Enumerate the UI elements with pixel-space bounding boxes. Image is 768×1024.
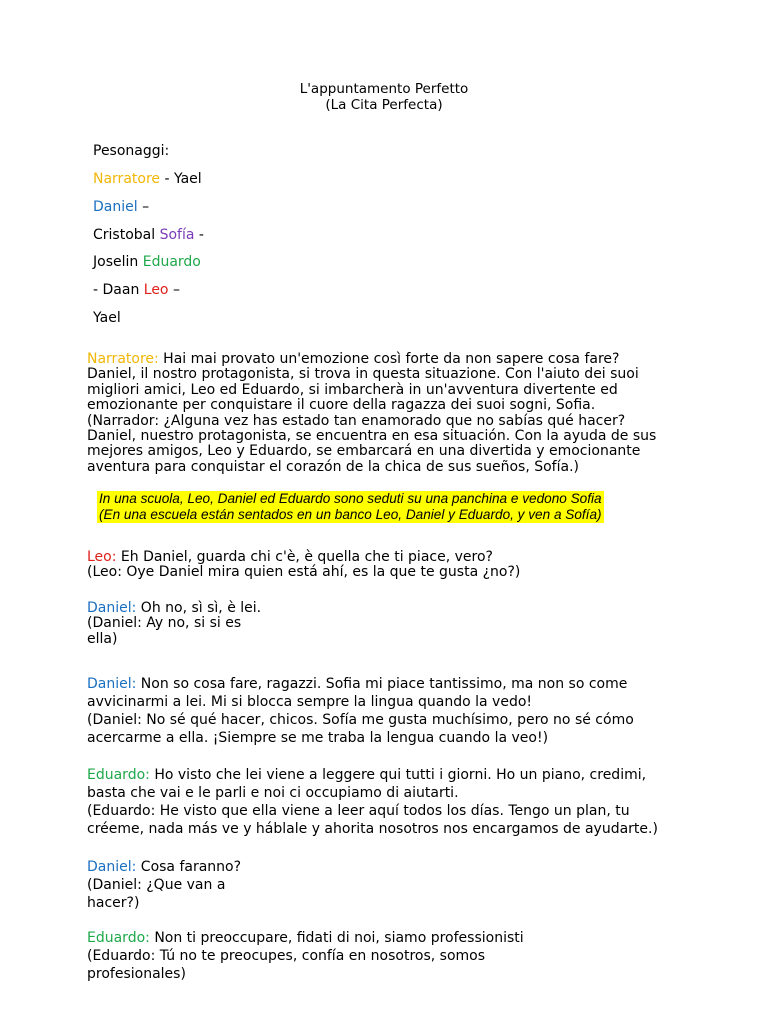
dialogue-line: créeme, nada más ve y háblale y ahorita nosotros nos encargamos de ayudarte.)	[87, 821, 658, 837]
character-name: Leo	[143, 282, 169, 298]
title-spanish: (La Cita Perfecta)	[325, 97, 443, 113]
actor-name: –	[137, 199, 150, 215]
character-name: Eduardo	[142, 254, 201, 270]
dialogue-line: (Daniel: Ay no, si si es	[87, 615, 242, 632]
dialogue-line: Oh no, sì sì, è lei.	[136, 600, 262, 616]
dialogue-block	[87, 601, 687, 647]
actor-name: -	[194, 227, 204, 243]
dialogue-line: profesionales)	[87, 966, 186, 982]
character-list-item	[93, 253, 201, 271]
dialogue-block	[87, 858, 687, 912]
speaker-name: Daniel:	[87, 859, 137, 875]
dialogue-line: (Leo: Oye Daniel mira quien está ahí, es la que te gusta ¿no?)	[87, 564, 521, 581]
stage-direction-italian: In una scuola, Leo, Daniel ed Eduardo sono seduti su una panchina e vedono Sofia	[99, 491, 602, 506]
actor-name: - Yael	[160, 171, 202, 187]
actor-name: - Daan	[93, 282, 144, 298]
stage-direction	[97, 491, 604, 523]
dialogue-line: avvicinarmi a lei. Mi si blocca sempre la lingua quando la vedo!	[87, 694, 533, 710]
dialogue-line: Non ti preoccupare, fidati di noi, siamo professionisti	[149, 930, 524, 946]
stage-direction-spanish: (En una escuela están sentados en un banco Leo, Daniel y Eduardo, y ven a Sofía)	[99, 507, 602, 522]
title-italian: L'appuntamento Perfetto	[299, 81, 469, 97]
dialogue-line: Ho visto che lei viene a leggere qui tutti i giorni. Ho un piano, credimi,	[149, 767, 647, 783]
actor-name: –	[168, 282, 180, 298]
actor-name: Joselin	[93, 254, 143, 270]
character-list-item	[93, 226, 204, 244]
dialogue-line: Non so cosa fare, ragazzi. Sofia mi piace tantissimo, ma non so come	[136, 676, 628, 692]
speaker-name: Daniel:	[87, 676, 137, 692]
speaker-name: Daniel:	[87, 600, 137, 616]
dialogue-line: acercarme a ella. ¡Siempre se me traba la lengua cuando la veo!)	[87, 730, 549, 746]
document-title	[0, 81, 768, 113]
dialogue-line: Eh Daniel, guarda chi c'è, è quella che ti piace, vero?	[116, 549, 493, 565]
speaker-name: Eduardo:	[87, 930, 150, 946]
character-list-item	[93, 309, 121, 327]
speaker-name: Eduardo:	[87, 767, 150, 783]
dialogue-block	[87, 550, 687, 581]
actor-name: Yael	[93, 310, 121, 326]
dialogue-line: ella)	[87, 630, 118, 647]
character-name: Sofía	[159, 227, 195, 243]
character-list-item	[93, 170, 202, 188]
dialogue-block	[87, 766, 687, 838]
dialogue-line: Cosa faranno?	[136, 859, 242, 875]
character-name: Daniel	[93, 199, 138, 215]
character-name: Narratore	[93, 171, 161, 187]
dialogue-line: (Daniel: ¿Que van a	[87, 877, 226, 893]
speaker-name: Narratore:	[87, 351, 159, 367]
narrator-paragraph: Narratore: Hai mai provato un'emozione così forte da non sapere cosa fare? Daniel, il nostro protagonista, si trova in questa situazione. Con l'aiuto dei suoi migliori amici, Leo ed Eduardo, si imbarcherà in un'avventura divertente ed emozionante per conquistare il cuore della ragazza dei suoi sogni, Sofia. (Narrador: ¿Alguna vez has estado tan enamorado que no sabías qué hacer? Daniel, nuestro protagonista, se encuentra en esa situación. Con la ayuda de sus mejores amigos, Leo y Eduardo, se embarcará en una divertida y emocionante aventura para conquistar el corazón de la chica de sus sueños, Sofía.)	[87, 351, 657, 475]
speaker-name: Leo:	[87, 549, 117, 565]
character-list-item	[93, 198, 149, 216]
dialogue-line: basta che vai e le parli e noi ci occupiamo di aiutarti.	[87, 785, 459, 801]
character-list-item	[93, 281, 180, 299]
dialogue-block	[87, 675, 687, 747]
dialogue-line: hacer?)	[87, 895, 140, 911]
dialogue-line: (Daniel: No sé qué hacer, chicos. Sofía me gusta muchísimo, pero no sé cómo	[87, 712, 634, 728]
actor-name: Cristobal	[93, 227, 160, 243]
dialogue-block	[87, 929, 687, 983]
dialogue-line: (Eduardo: Tú no te preocupes, confía en nosotros, somos	[87, 948, 486, 964]
dialogue-line: (Eduardo: He visto que ella viene a leer aquí todos los días. Tengo un plan, tu	[87, 803, 630, 819]
characters-heading: Pesonaggi:	[93, 143, 170, 159]
